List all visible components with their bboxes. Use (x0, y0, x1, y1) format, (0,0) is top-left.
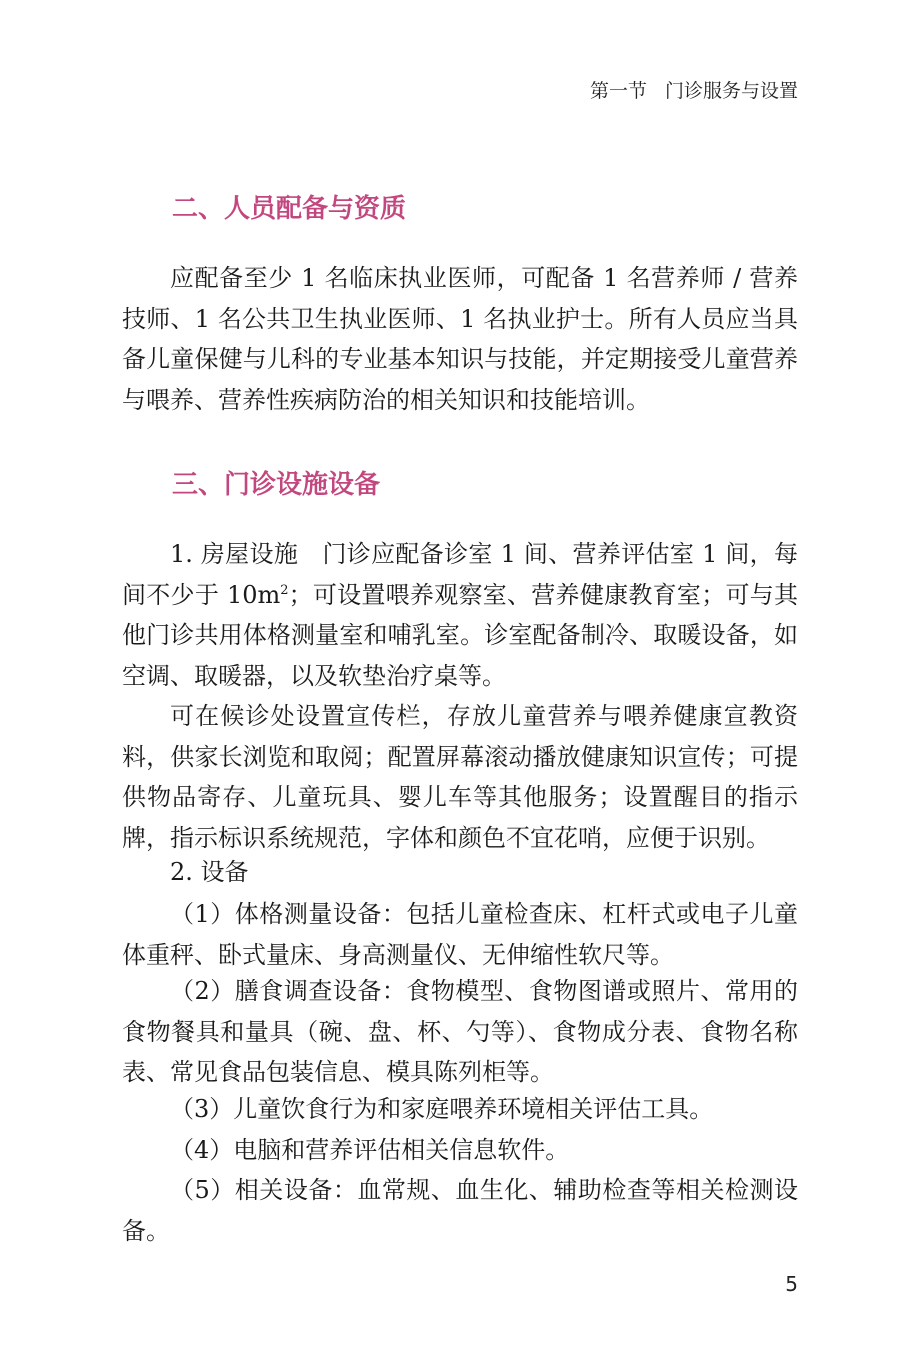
paragraph-housing (122, 534, 798, 696)
section-heading-staffing: 二、人员配备与资质 (172, 194, 407, 224)
housing-text-b: ；可设置喂养观察室、营养健康教育室；可与其他门诊共用体格测量室和哺乳室。诊室配备制冷、取暖设备，如空调、取暖器，以及软垫治疗桌等。 (122, 580, 799, 690)
running-header (590, 76, 798, 103)
page-number: 5 (785, 1272, 798, 1296)
section-heading-facilities: 三、门诊设施设备 (172, 470, 381, 500)
paragraph-staffing: 应配备至少 1 名临床执业医师，可配备 1 名营养师 / 营养技师、1 名公共卫生执业医师、1 名执业护士。所有人员应当具备儿童保健与儿科的专业基本知识与技能，并定期接受儿童营养与喂养、营养性疾病防治的相关知识和技能培训。 (122, 264, 798, 414)
housing-text-a: 1. 房屋设施 门诊应配备诊室 1 间、营养评估室 1 间，每间不少于 10m (122, 540, 798, 609)
paragraph-equipment-4: （4）电脑和营养评估相关信息软件。 (170, 1136, 570, 1164)
paragraph-waiting-area: 可在候诊处设置宣传栏，存放儿童营养与喂养健康宣教资料，供家长浏览和取阅；配置屏幕滚动播放健康知识宣传；可提供物品寄存、儿童玩具、婴儿车等其他服务；设置醒目的指示牌，指示标识系统规范，字体和颜色不宜花哨，应便于识别。 (122, 702, 798, 852)
paragraph-equipment-2: （2）膳食调查设备：食物模型、食物图谱或照片、常用的食物餐具和量具（碗、盘、杯、勺等）、食物成分表、食物名称表、常见食品包装信息、模具陈列柜等。 (122, 977, 798, 1086)
paragraph-equipment-3: （3）儿童饮食行为和家庭喂养环境相关评估工具。 (170, 1095, 714, 1123)
header-title: 门诊服务与设置 (664, 80, 798, 102)
superscript-2: 2 (280, 582, 289, 598)
paragraph-equipment-5: （5）相关设备：血常规、血生化、辅助检查等相关检测设备。 (122, 1176, 798, 1245)
header-section: 第一节 (589, 80, 647, 102)
paragraph-equipment-1: （1）体格测量设备：包括儿童检查床、杠杆式或电子儿童体重秤、卧式量床、身高测量仪、无伸缩性软尺等。 (122, 900, 798, 969)
paragraph-equipment-heading: 2. 设备 (170, 858, 249, 886)
